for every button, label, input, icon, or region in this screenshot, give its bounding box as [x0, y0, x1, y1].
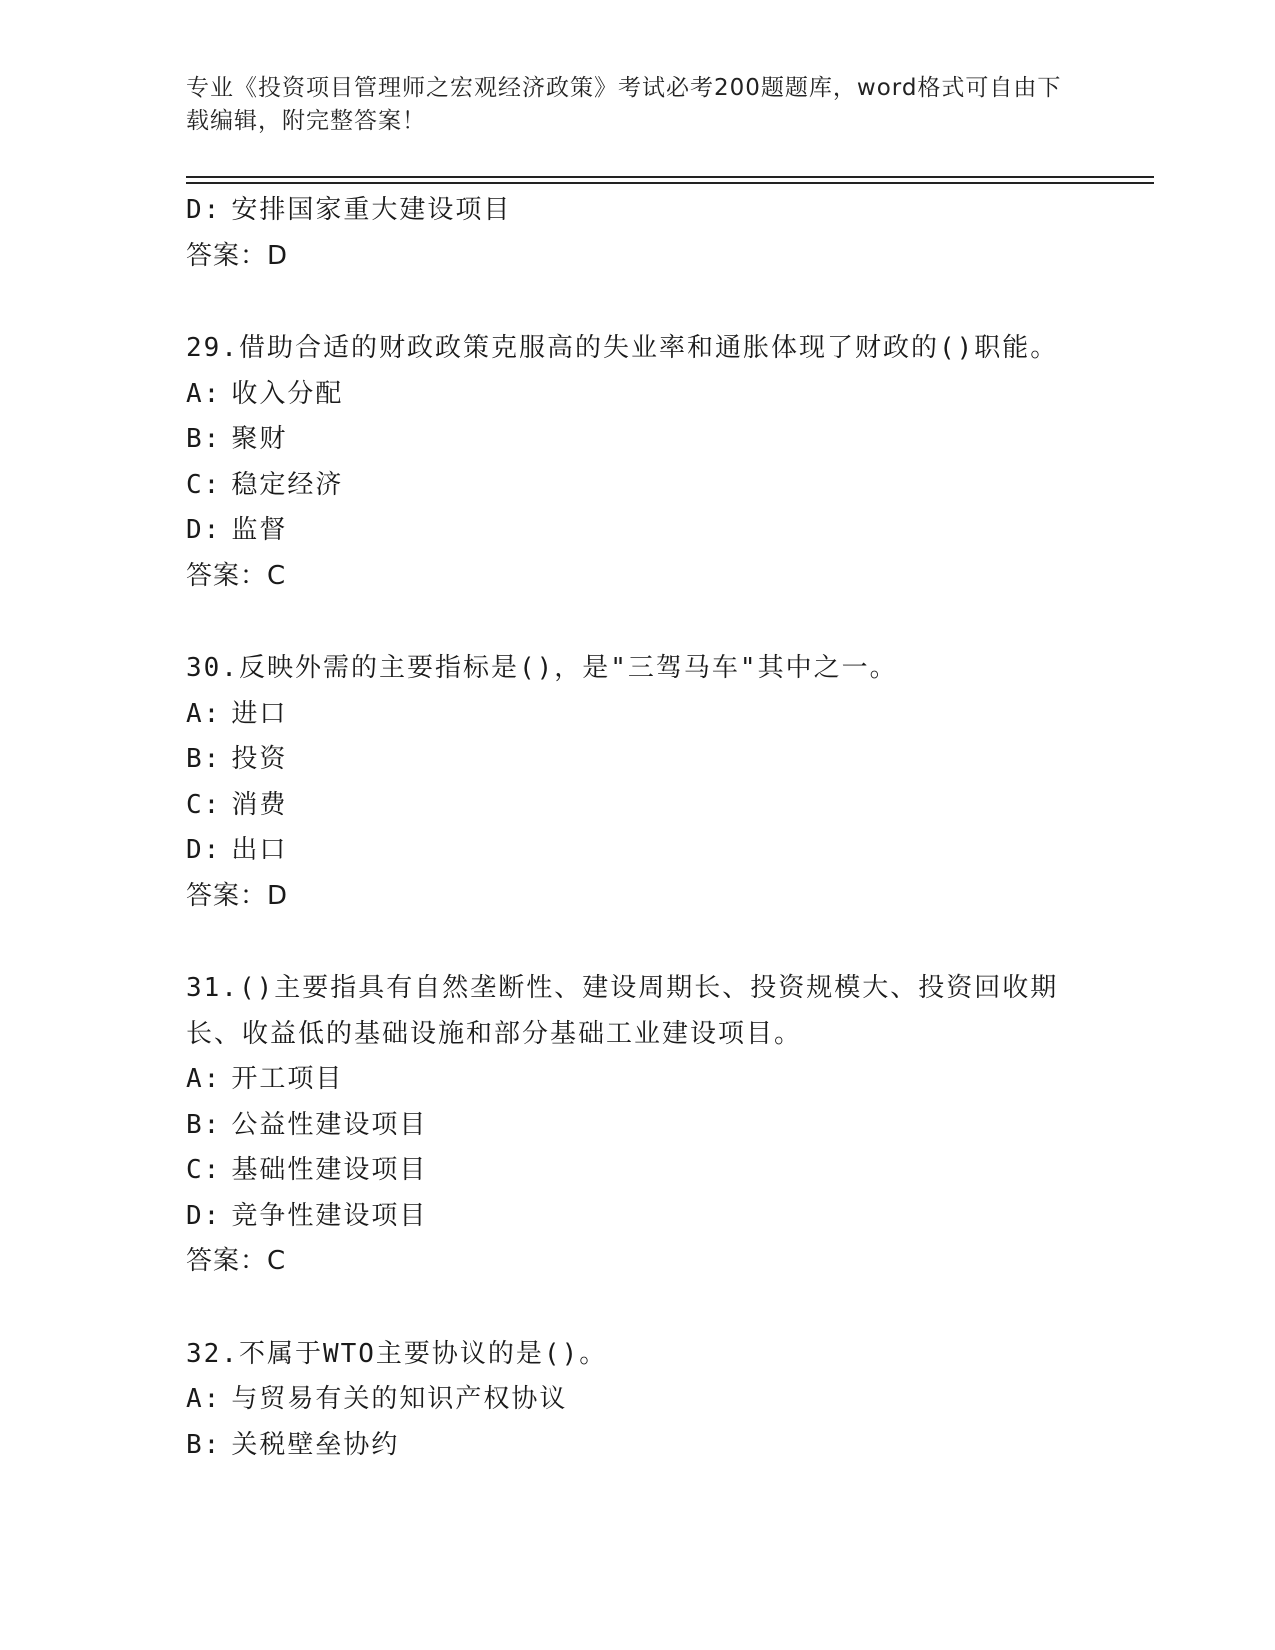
- question-content: [186, 188, 1086, 1468]
- header-divider-top: [186, 176, 1154, 178]
- option-text: 与贸易有关的知识产权协议: [231, 1384, 568, 1414]
- spacer: [186, 279, 1086, 326]
- option-text: 聚财: [231, 424, 288, 454]
- option-item: [186, 828, 1086, 874]
- option-text: 消费: [231, 789, 288, 820]
- option-text: 竞争性建设项目: [231, 1200, 428, 1231]
- option-item: [186, 508, 1086, 554]
- option-item: [186, 1103, 1086, 1149]
- option-item: [186, 1194, 1086, 1240]
- option-letter: A:: [186, 378, 222, 409]
- option-letter: C:: [186, 789, 222, 820]
- spacer: [186, 599, 1086, 646]
- option-item: [186, 1377, 1086, 1423]
- option-letter: A:: [186, 1064, 222, 1094]
- answer-line: 答案：D: [186, 240, 289, 271]
- question-stem: 31.()主要指具有自然垄断性、建设周期长、投资规模大、投资回收期长、收益低的基础设施和部分基础工业建设项目。: [186, 973, 1059, 1049]
- answer-line: 答案：C: [186, 560, 287, 591]
- option-text: 收入分配: [231, 378, 344, 409]
- option-letter: D:: [186, 1200, 222, 1231]
- option-text: 投资: [231, 744, 288, 774]
- option-text: 开工项目: [231, 1064, 344, 1094]
- option-text: 进口: [231, 698, 288, 729]
- option-letter: B:: [186, 1109, 222, 1140]
- question-stem: 32.不属于WTO主要协议的是()。: [186, 1338, 608, 1369]
- header-divider-bottom: [186, 182, 1154, 184]
- option-text: 基础性建设项目: [231, 1155, 428, 1185]
- answer-line: 答案：D: [186, 880, 289, 911]
- option-item: [186, 1057, 1086, 1103]
- spacer: [186, 919, 1086, 966]
- option-letter: B:: [186, 1429, 222, 1460]
- option-item: [186, 463, 1086, 509]
- option-text: 安排国家重大建设项目: [231, 195, 512, 225]
- option-letter: C:: [186, 469, 222, 500]
- option-letter: D:: [186, 835, 222, 865]
- option-letter: B:: [186, 744, 222, 774]
- question-stem: 29.借助合适的财政政策克服高的失业率和通胀体现了财政的()职能。: [186, 333, 1059, 363]
- option-text: 出口: [231, 835, 288, 865]
- option-letter: D:: [186, 515, 222, 545]
- option-item: [186, 1423, 1086, 1469]
- option-item: [186, 1148, 1086, 1194]
- option-letter: B:: [186, 424, 222, 454]
- option-text: 监督: [231, 515, 288, 545]
- answer-line: 答案：C: [186, 1246, 287, 1276]
- document-header-title: 专业《投资项目管理师之宏观经济政策》考试必考200题题库，word格式可自由下载编辑，附完整答案！: [186, 75, 1062, 134]
- question-stem: 30.反映外需的主要指标是()，是"三驾马车"其中之一。: [186, 653, 898, 683]
- option-letter: A:: [186, 698, 222, 729]
- option-letter: D:: [186, 195, 222, 225]
- option-item: [186, 372, 1086, 418]
- option-item: [186, 737, 1086, 783]
- option-item: [186, 188, 1086, 234]
- option-text: 稳定经济: [231, 469, 344, 500]
- spacer: [186, 1285, 1086, 1332]
- option-text: 关税壁垒协约: [231, 1429, 400, 1460]
- option-item: [186, 783, 1086, 829]
- option-item: [186, 692, 1086, 738]
- option-letter: C:: [186, 1155, 222, 1185]
- option-item: [186, 417, 1086, 463]
- option-text: 公益性建设项目: [231, 1109, 428, 1140]
- option-letter: A:: [186, 1384, 222, 1414]
